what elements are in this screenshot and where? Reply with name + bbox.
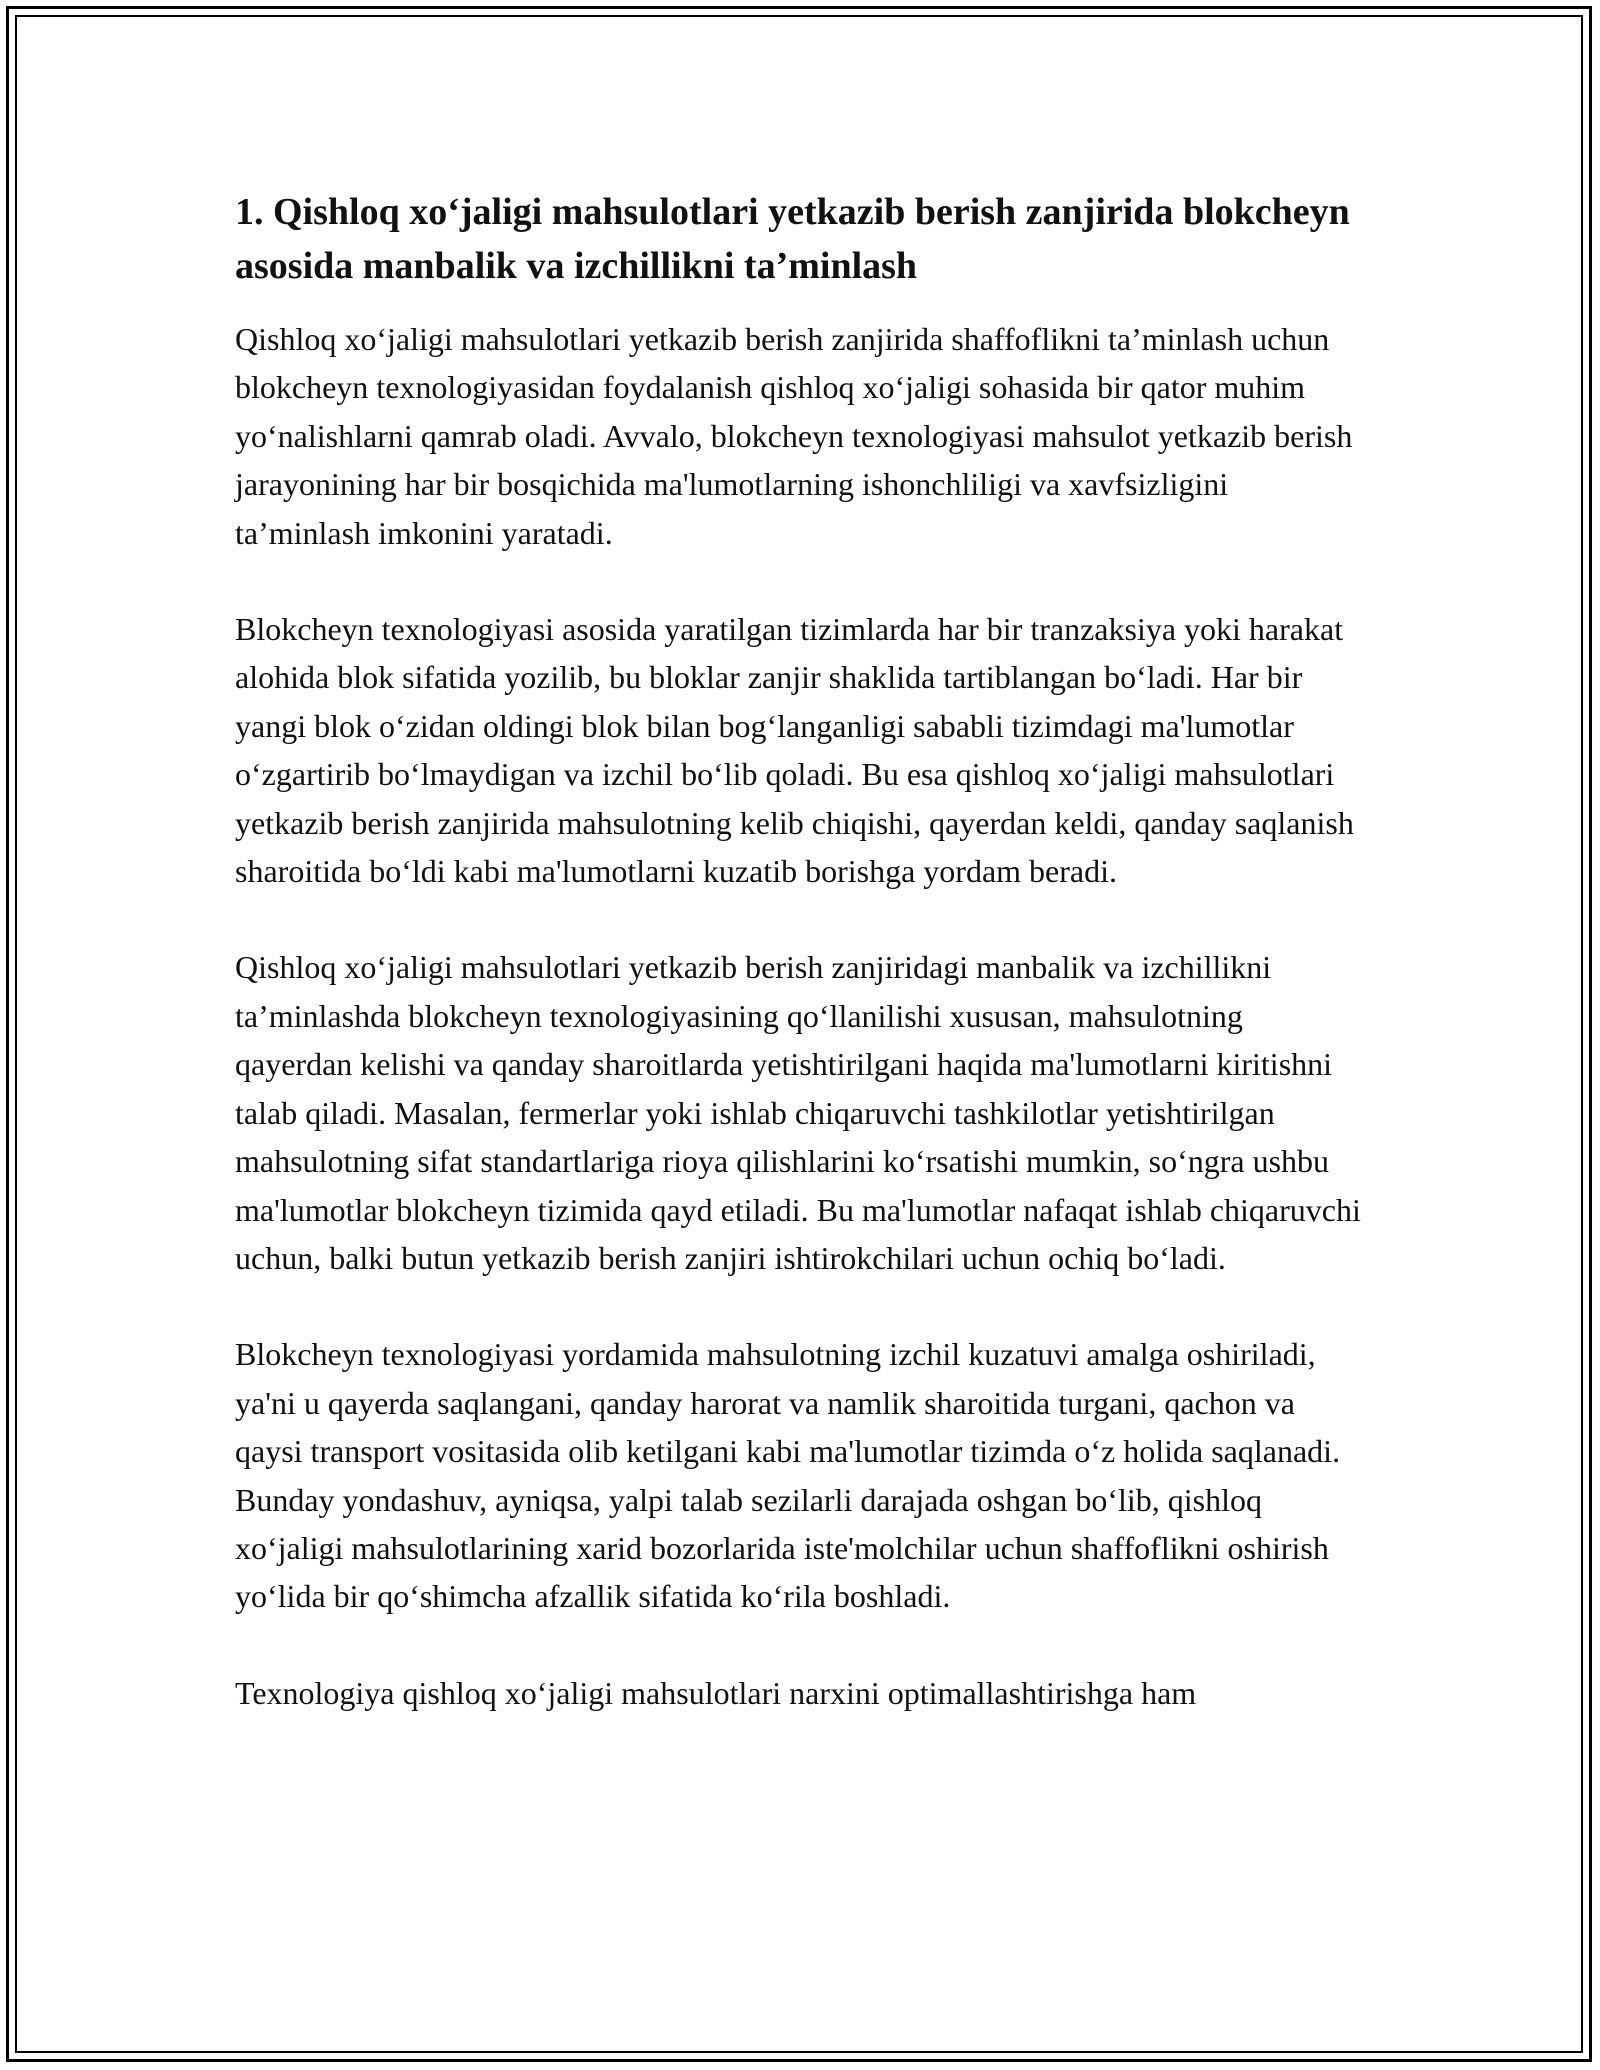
paragraph-1: Qishloq xo‘jaligi mahsulotlari yetkazib berish zanjirida shaffoflikni ta’minlash uchun blokcheyn texnologiyasidan foydalanish qishloq xo‘jaligi sohasida bir qator muhim yo‘nalishlarni qamrab oladi. Avvalo, blokcheyn texnologiyasi mahsulot yetkazib berish jarayonining har bir bosqichida ma'lumotlarning ishonchliligi va xavfsizligini ta’minlash imkonini yaratadi. — [235, 321, 1353, 551]
paragraph-5: Texnologiya qishloq xo‘jaligi mahsulotlari narxini optimallashtirishga ham — [235, 1674, 1197, 1711]
document-body — [235, 185, 1365, 1717]
paragraph-2: Blokcheyn texnologiyasi asosida yaratilgan tizimlarda har bir tranzaksiya yoki harakat alohida blok sifatida yozilib, bu bloklar zanjir shaklida tartiblangan bo‘ladi. Har bir yangi blok o‘zidan oldingi blok bilan bog‘langanligi sababli tizimdagi ma'lumotlar o‘zgartirib bo‘lmaydigan va izchil bo‘lib qoladi. Bu esa qishloq xo‘jaligi mahsulotlari yetkazib berish zanjirida mahsulotning kelib chiqishi, qayerdan keldi, qanday saqlanish sharoitida bo‘ldi kabi ma'lumotlarni kuzatib borishga yordam beradi. — [235, 611, 1354, 890]
paragraph-4: Blokcheyn texnologiyasi yordamida mahsulotning izchil kuzatuvi amalga oshiriladi, ya'ni u qayerda saqlangani, qanday harorat va namlik sharoitida turgani, qachon va qaysi transport vositasida olib ketilgani kabi ma'lumotlar tizimda o‘z holida saqlanadi. Bunday yondashuv, ayniqsa, yalpi talab sezilarli darajada oshgan bo‘lib, qishloq xo‘jaligi mahsulotlarining xarid bozorlarida iste'molchilar uchun shaffoflikni oshirish yo‘lida bir qo‘shimcha afzallik sifatida ko‘rila boshladi. — [235, 1336, 1341, 1615]
paragraph-3: Qishloq xo‘jaligi mahsulotlari yetkazib berish zanjiridagi manbalik va izchillikni ta’minlashda blokcheyn texnologiyasining qo‘llanilishi xususan, mahsulotning qayerdan kelishi va qanday sharoitlarda yetishtirilgani haqida ma'lumotlarni kiritishni talab qiladi. Masalan, fermerlar yoki ishlab chiqaruvchi tashkilotlar yetishtirilgan mahsulotning sifat standartlariga rioya qilishlarini ko‘rsatishi mumkin, so‘ngra ushbu ma'lumotlar blokcheyn tizimida qayd etiladi. Bu ma'lumotlar nafaqat ishlab chiqaruvchi uchun, balki butun yetkazib berish zanjiri ishtirokchilari uchun ochiq bo‘ladi. — [235, 949, 1361, 1276]
section-heading: 1. Qishloq xo‘jaligi mahsulotlari yetkazib berish zanjirida blokcheyn asosida manbalik va izchillikni ta’minlash — [235, 191, 1350, 287]
